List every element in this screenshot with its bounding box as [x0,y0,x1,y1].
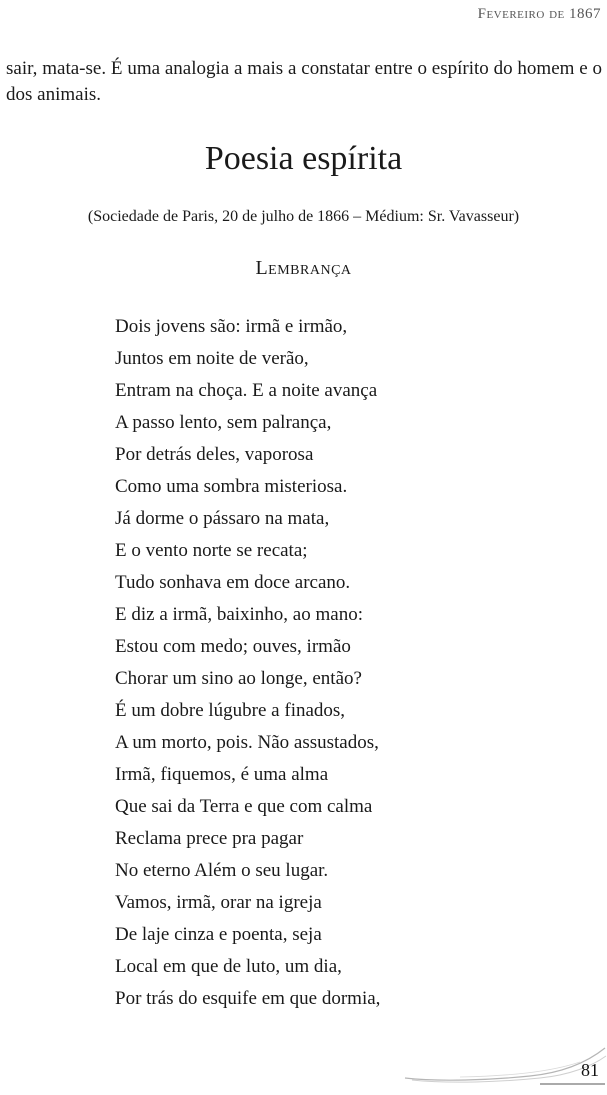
poem-line: Por detrás deles, vaporosa [115,444,314,465]
poem-line: A passo lento, sem palrança, [115,412,332,433]
poem-line: Reclama prece pra pagar [115,828,304,849]
poem-line: Irmã, fiquemos, é uma alma [115,764,329,785]
poem-line: No eterno Além o seu lugar. [115,860,329,881]
article-subtitle: (Sociedade de Paris, 20 de julho de 1866 – Médium: Sr. Vavasseur) [87,208,520,225]
page-ornament [400,1040,607,1095]
poem-line: Juntos em noite de verão, [115,348,309,369]
poem-line: Entram na choça. E a noite avança [115,380,378,401]
article-title: Poesia espírita [204,140,403,177]
poem-line: Como uma sombra misteriosa. [115,476,348,497]
poem-line: E diz a irmã, baixinho, ao mano: [115,604,363,625]
poem-line: Local em que de luto, um dia, [115,956,342,977]
intro-paragraph: sair, mata-se. É uma analogia a mais a constatar entre o espírito do homem e o dos animais. [6,58,602,105]
poem-line: É um dobre lúgubre a finados, [115,700,346,721]
poem-line: Vamos, irmã, orar na igreja [115,892,322,913]
page-number: 81 [581,1060,599,1080]
poem-line: Estou com medo; ouves, irmão [115,636,351,657]
poem-line: Chorar um sino ao longe, então? [115,668,362,689]
poem-line: A um morto, pois. Não assustados, [115,732,379,753]
poem-line: Dois jovens são: irmã e irmão, [115,316,348,337]
poem-line: Tudo sonhava em doce arcano. [115,572,351,593]
poem-line: Já dorme o pássaro na mata, [115,508,330,529]
poem-line: De laje cinza e poenta, seja [115,924,322,945]
poem-line: Por trás do esquife em que dormia, [115,988,381,1009]
poem-line: Que sai da Terra e que com calma [115,796,373,817]
poem-title: Lembrança [255,257,352,279]
poem-body [115,311,380,1015]
poem-line: E o vento norte se recata; [115,540,308,561]
running-header: Fevereiro de 1867 [477,6,601,22]
